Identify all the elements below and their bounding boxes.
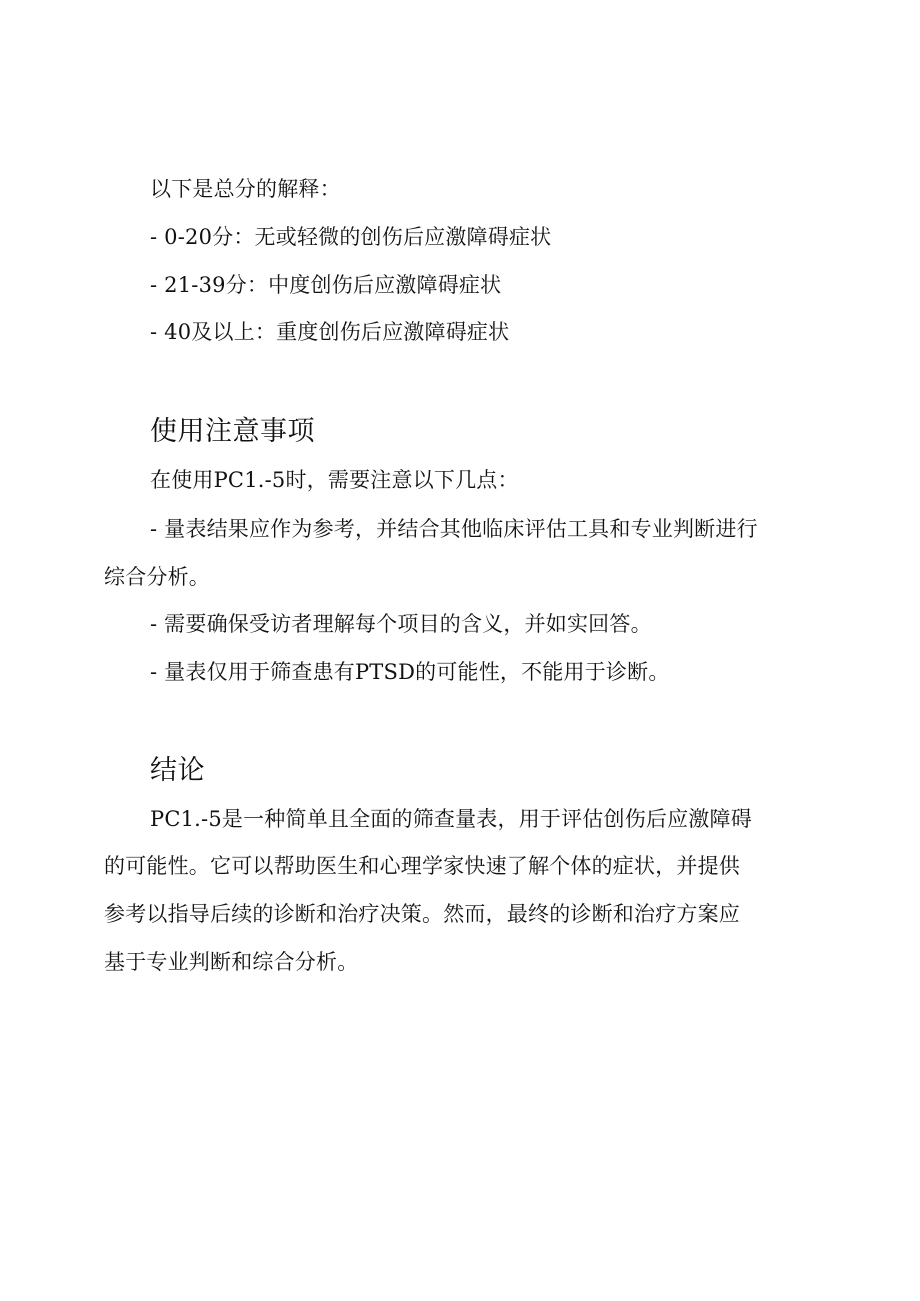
precautions-intro: 在使用PC1.-5时，需要注意以下几点： xyxy=(150,468,519,492)
precautions-heading: 使用注意事项 xyxy=(150,416,315,447)
precaution-item-1-line-2: 综合分析。 xyxy=(104,565,210,589)
precaution-item-3: - 量表仅用于筛查患有PTSD的可能性，不能用于诊断。 xyxy=(150,660,670,684)
precaution-item-2: - 需要确保受访者理解每个项目的含义，并如实回答。 xyxy=(150,612,652,636)
conclusion-heading: 结论 xyxy=(150,755,205,786)
conclusion-line-3: 参考以指导后续的诊断和治疗决策。然而，最终的诊断和治疗方案应 xyxy=(104,902,740,926)
conclusion-line-2: 的可能性。它可以帮助医生和心理学家快速了解个体的症状，并提供 xyxy=(104,854,740,878)
precaution-item-1-line-1: - 量表结果应作为参考，并结合其他临床评估工具和专业判断进行 xyxy=(150,517,758,541)
scoring-item-moderate: - 21-39分：中度创伤后应激障碍症状 xyxy=(150,273,502,297)
scoring-item-severe: - 40及以上：重度创伤后应激障碍症状 xyxy=(150,320,510,344)
conclusion-line-1: PC1.-5是一种简单且全面的筛查量表，用于评估创伤后应激障碍 xyxy=(150,807,752,831)
conclusion-line-4: 基于专业判断和综合分析。 xyxy=(104,950,359,974)
scoring-intro: 以下是总分的解释： xyxy=(150,177,341,201)
scoring-item-mild: - 0-20分：无或轻微的创伤后应激障碍症状 xyxy=(150,225,552,249)
